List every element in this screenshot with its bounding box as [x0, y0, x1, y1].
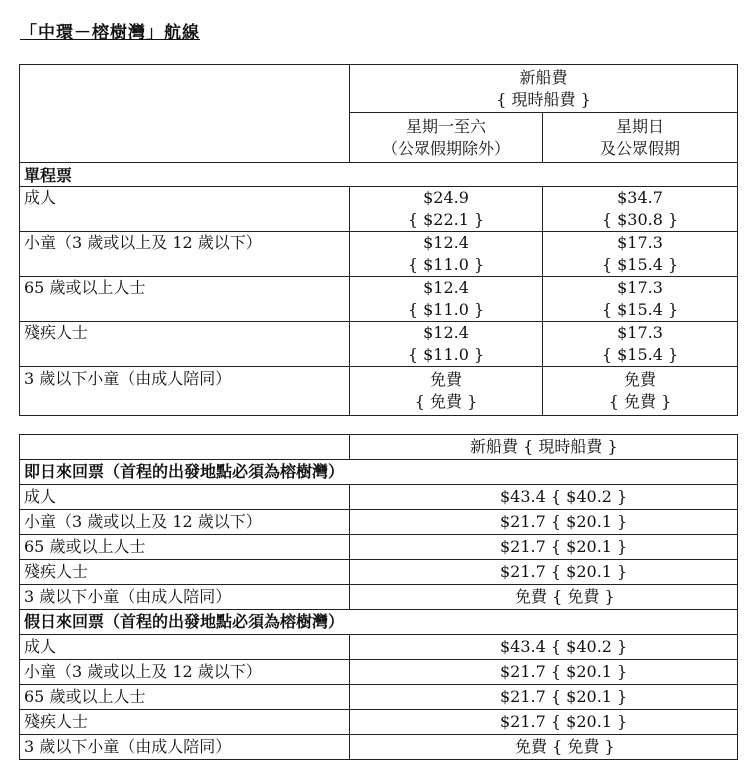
table-row	[20, 322, 738, 367]
new-fare: $17.3	[617, 323, 663, 342]
fare-cell: $43.4 { $40.2 }	[350, 485, 738, 510]
current-fare: { $22.1 }	[407, 210, 485, 229]
table-row	[20, 187, 738, 232]
section-row	[20, 163, 738, 187]
page-title: 「中環－榕樹灣」航線	[20, 23, 200, 43]
table-header-row	[20, 65, 738, 113]
current-fare: { $15.4 }	[601, 300, 679, 319]
fare-cell: $21.7 { $20.1 }	[350, 535, 738, 560]
current-fare: { $30.8 }	[601, 210, 679, 229]
table-header-row	[20, 435, 738, 460]
table-row	[20, 367, 738, 416]
row-label: 3 歲以下小童（由成人陪同）	[20, 585, 350, 610]
row-label: 65 歲或以上人士	[20, 535, 350, 560]
row-label: 殘疾人士	[20, 710, 350, 735]
row-label: 65 歲或以上人士	[20, 277, 350, 322]
sunday-fare-cell	[543, 232, 738, 277]
new-fare: $17.3	[617, 233, 663, 252]
section-title-holiday-return: 假日來回票（首程的出發地點必須為榕樹灣）	[20, 610, 738, 635]
weekday-fare-cell	[350, 277, 543, 322]
table-row	[20, 635, 738, 660]
new-fare-header	[350, 65, 738, 113]
new-fare: $17.3	[617, 278, 663, 297]
new-fare-label: 新船費	[519, 67, 568, 87]
table-row	[20, 660, 738, 685]
row-label: 小童（3 歲或以上及 12 歲以下）	[20, 510, 350, 535]
sunday-fare-cell	[543, 367, 738, 416]
weekday-header-line2: （公眾假期除外）	[381, 138, 510, 158]
table-row	[20, 510, 738, 535]
fare-cell: $21.7 { $20.1 }	[350, 560, 738, 585]
current-fare: { $15.4 }	[601, 255, 679, 274]
table-row	[20, 535, 738, 560]
new-fare: 免費	[624, 370, 657, 389]
section-title-same-day-return: 即日來回票（首程的出發地點必須為榕樹灣）	[20, 460, 738, 485]
weekday-fare-cell	[350, 367, 543, 416]
new-fare: $12.4	[423, 323, 469, 342]
row-label: 殘疾人士	[20, 322, 350, 367]
header-blank-cell	[20, 435, 350, 460]
section-title-single: 單程票	[20, 163, 738, 187]
new-fare: $24.9	[423, 188, 469, 207]
table-row	[20, 232, 738, 277]
row-label: 成人	[20, 635, 350, 660]
section-row	[20, 610, 738, 635]
new-fare: $12.4	[423, 233, 469, 252]
current-fare: { $11.0 }	[407, 255, 485, 274]
weekday-header-line1: 星期一至六	[405, 116, 486, 136]
header-blank-cell	[20, 65, 350, 163]
fare-cell: $21.7 { $20.1 }	[350, 710, 738, 735]
row-label: 殘疾人士	[20, 560, 350, 585]
row-label: 3 歲以下小童（由成人陪同）	[20, 735, 350, 760]
current-fare: { $11.0 }	[407, 300, 485, 319]
table-row	[20, 277, 738, 322]
weekday-fare-cell	[350, 232, 543, 277]
current-fare: { $15.4 }	[601, 345, 679, 364]
return-fare-table	[19, 434, 738, 760]
single-fare-table	[19, 64, 738, 416]
fare-cell: $21.7 { $20.1 }	[350, 685, 738, 710]
row-label: 成人	[20, 485, 350, 510]
row-label: 3 歲以下小童（由成人陪同）	[20, 367, 350, 416]
current-fare: { $11.0 }	[407, 345, 485, 364]
fare-cell: 免費 { 免費 }	[350, 735, 738, 760]
sunday-fare-cell	[543, 187, 738, 232]
new-fare: 免費	[429, 370, 462, 389]
current-fare: { 免費 }	[608, 392, 672, 411]
table-row	[20, 710, 738, 735]
new-fare: $12.4	[423, 278, 469, 297]
weekday-header	[350, 113, 543, 163]
row-label: 成人	[20, 187, 350, 232]
sunday-fare-cell	[543, 322, 738, 367]
section-row	[20, 460, 738, 485]
table-row	[20, 735, 738, 760]
fare-cell: 免費 { 免費 }	[350, 585, 738, 610]
sunday-header-line2: 及公眾假期	[600, 138, 681, 158]
fare-cell: $21.7 { $20.1 }	[350, 510, 738, 535]
current-fare-label: { 現時船費 }	[496, 89, 591, 109]
weekday-fare-cell	[350, 322, 543, 367]
row-label: 小童（3 歲或以上及 12 歲以下）	[20, 232, 350, 277]
fare-cell: $21.7 { $20.1 }	[350, 660, 738, 685]
table-row	[20, 685, 738, 710]
fare-header: 新船費 { 現時船費 }	[350, 435, 738, 460]
new-fare: $34.7	[617, 188, 663, 207]
table-row	[20, 560, 738, 585]
table-row	[20, 585, 738, 610]
current-fare: { 免費 }	[414, 392, 478, 411]
sunday-header	[543, 113, 738, 163]
sunday-fare-cell	[543, 277, 738, 322]
weekday-fare-cell	[350, 187, 543, 232]
row-label: 65 歲或以上人士	[20, 685, 350, 710]
fare-cell: $43.4 { $40.2 }	[350, 635, 738, 660]
row-label: 小童（3 歲或以上及 12 歲以下）	[20, 660, 350, 685]
table-row	[20, 485, 738, 510]
sunday-header-line1: 星期日	[616, 116, 665, 136]
